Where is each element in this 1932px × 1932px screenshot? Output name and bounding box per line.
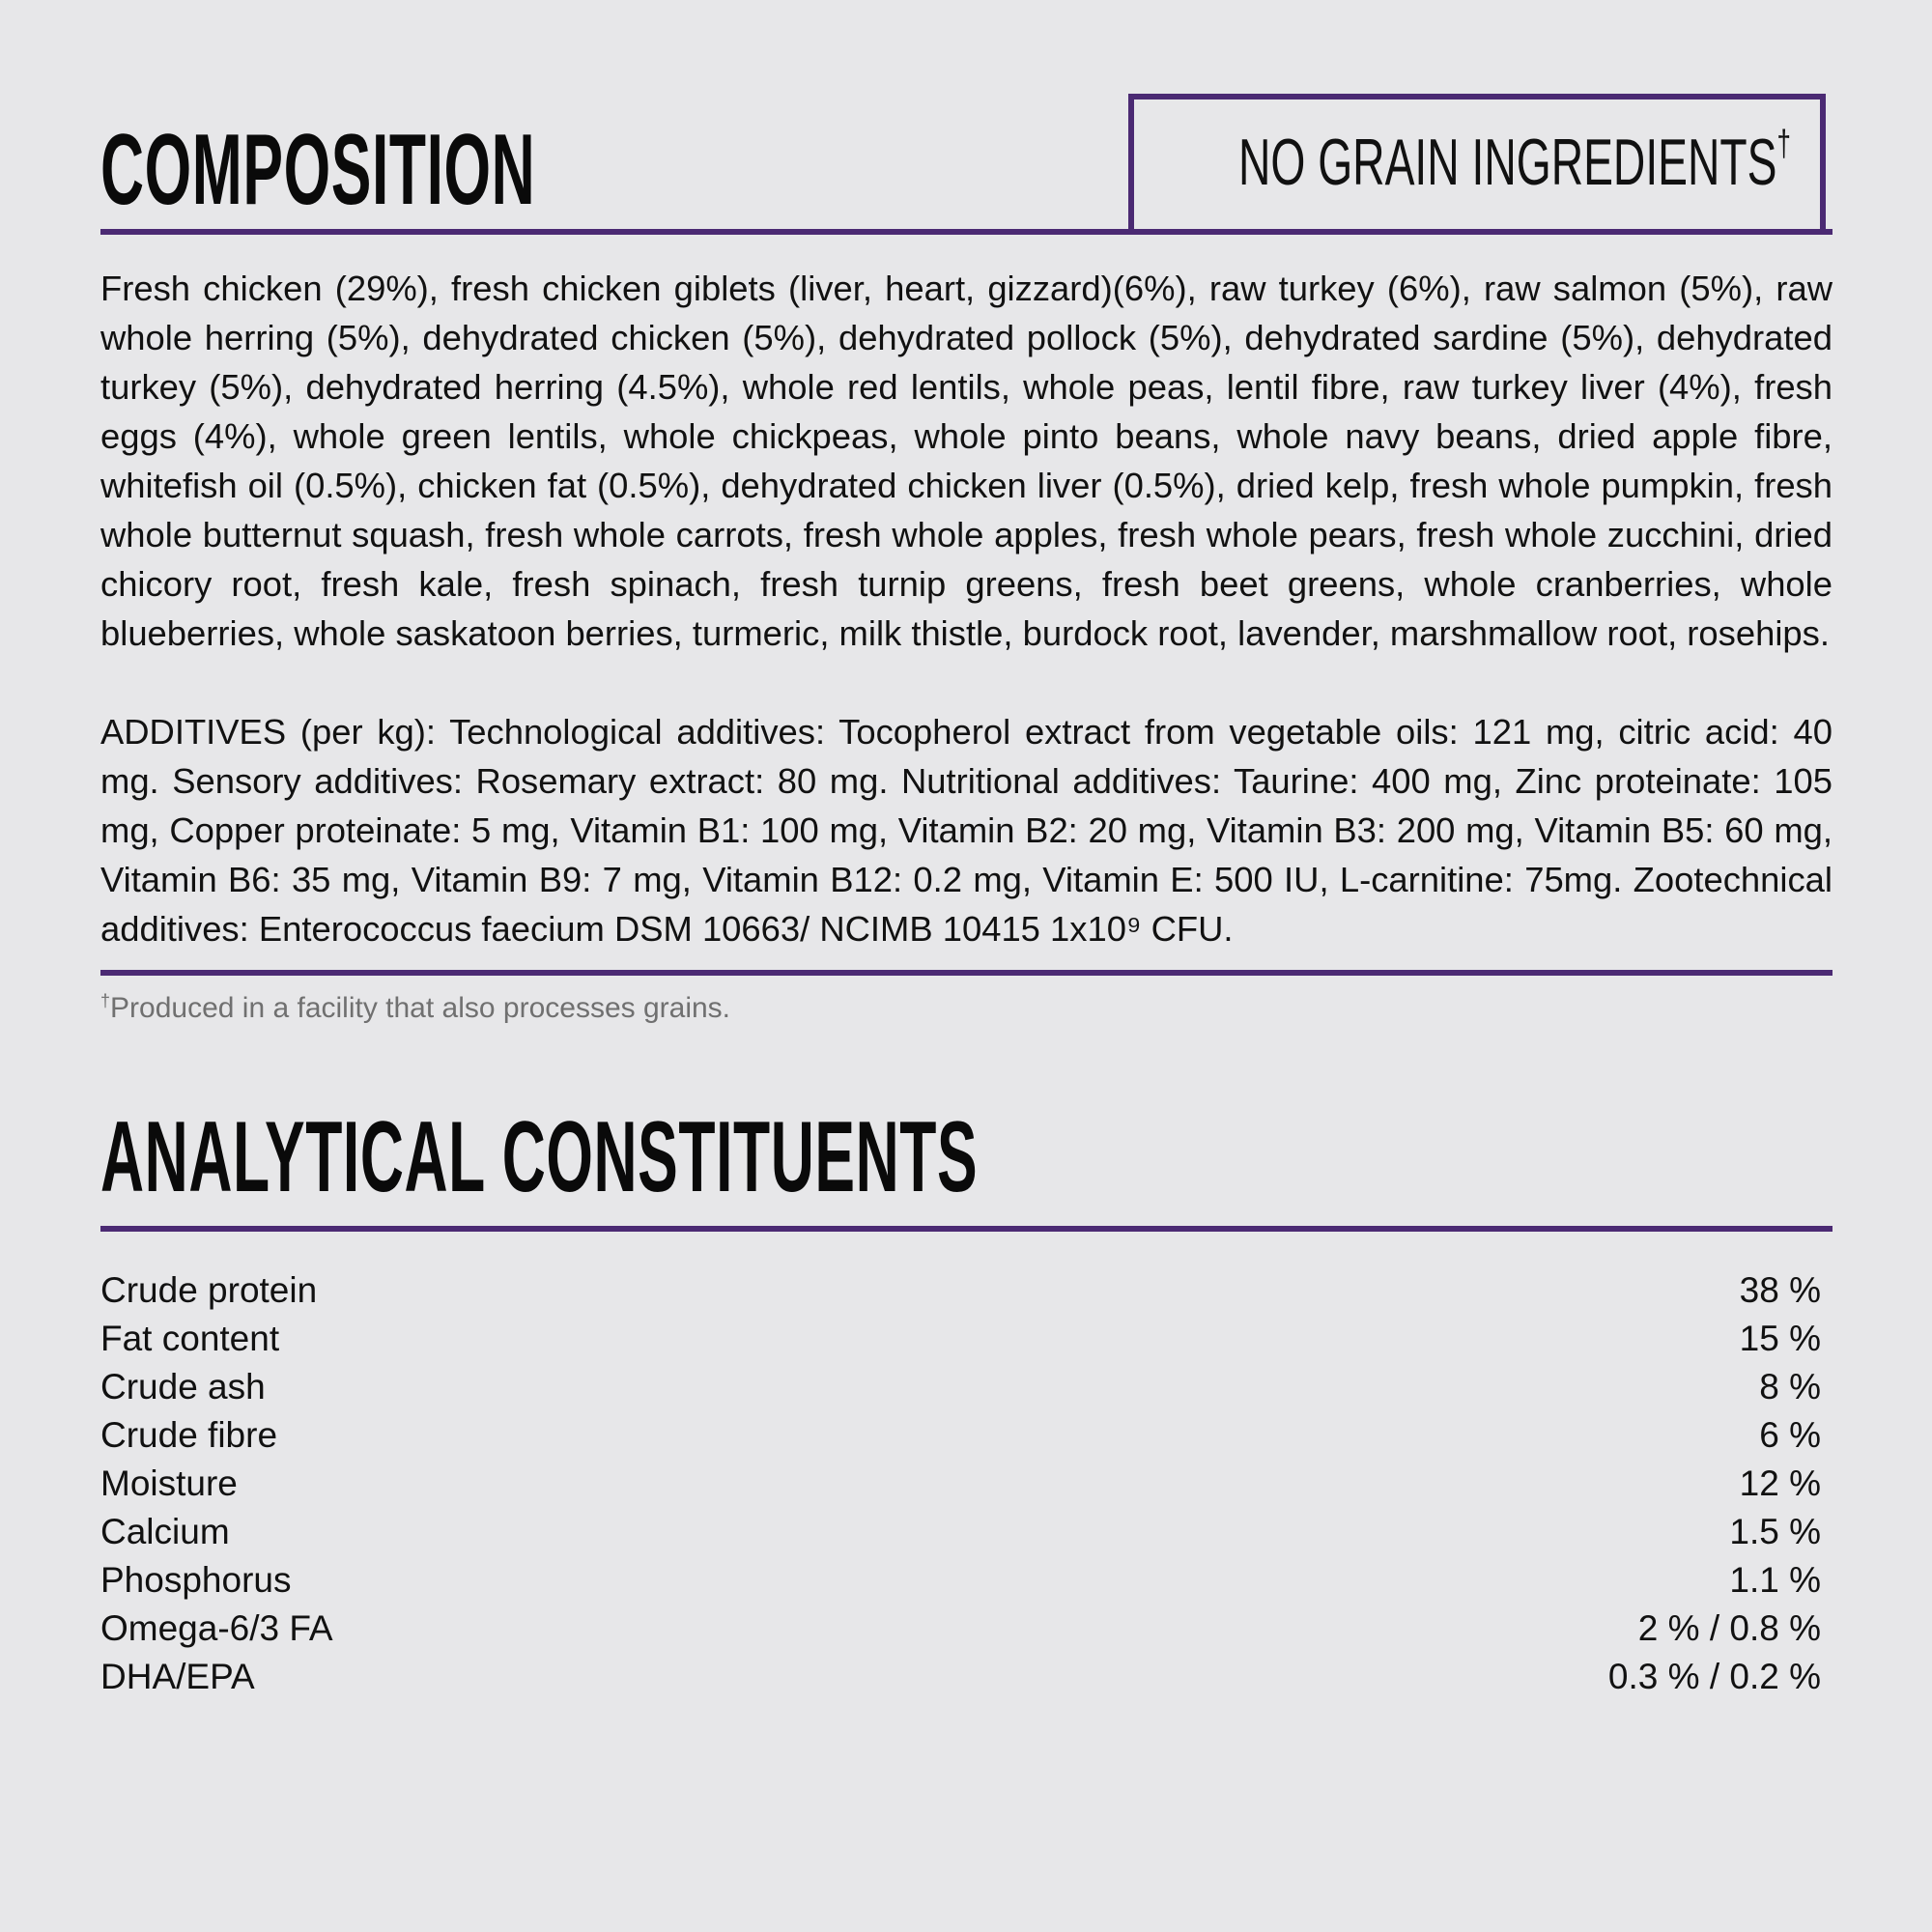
constituent-row <box>100 1363 1821 1411</box>
constituent-row <box>100 1605 1821 1653</box>
constituent-value: 38 % <box>1739 1270 1821 1310</box>
composition-heading: COMPOSITION <box>100 114 536 226</box>
no-grain-badge-text: NO GRAIN INGREDIENTS† <box>1238 124 1791 199</box>
constituent-label: DHA/EPA <box>100 1657 255 1696</box>
constituent-row <box>100 1460 1821 1508</box>
ingredients-list: Fresh chicken (29%), fresh chicken giblets (liver, heart, gizzard)(6%), raw turkey (6%), raw salmon (5%), raw whole herring (5%), dehydrated chicken (5%), dehydrated pollock (5%), dehydrated sardine (5%), dehydrated turkey (5%), dehydrated herring (4.5%), whole red lentils, whole peas, lentil fibre, raw turkey liver (4%), fresh eggs (4%), whole green lentils, whole chickpeas, whole pinto beans, whole navy beans, dried apple fibre, whitefish oil (0.5%), chicken fat (0.5%), dehydrated chicken liver (0.5%), dried kelp, fresh whole pumpkin, fresh whole butternut squash, fresh whole carrots, fresh whole apples, fresh whole pears, fresh whole zucchini, dried chicory root, fresh kale, fresh spinach, fresh turnip greens, fresh beet greens, whole cranberries, whole blueberries, whole saskatoon berries, turmeric, milk thistle, burdock root, lavender, marshmallow root, rosehips. <box>100 269 1833 653</box>
constituent-label: Fat content <box>100 1319 280 1358</box>
constituent-value: 8 % <box>1759 1367 1821 1406</box>
constituent-label: Moisture <box>100 1463 238 1503</box>
composition-rule <box>100 229 1833 235</box>
constituent-value: 1.5 % <box>1729 1512 1821 1551</box>
constituent-label: Crude fibre <box>100 1415 278 1455</box>
constituent-row <box>100 1266 1821 1315</box>
analytical-rule <box>100 1226 1833 1232</box>
additives-list: ADDITIVES (per kg): Technological additives: Tocopherol extract from vegetable oils: 121 mg, citric acid: 40 mg. Sensory additives: Rosemary extract: 80 mg. Nutritional additives: Taurine: 400 mg, Zinc proteinate: 105 mg, Copper proteinate: 5 mg, Vitamin B1: 100 mg, Vitamin B2: 20 mg, Vitamin B3: 200 mg, Vitamin B5: 60 mg, Vitamin B6: 35 mg, Vitamin B9: 7 mg, Vitamin B12: 0.2 mg, Vitamin E: 500 IU, L-carnitine: 75mg. Zootechnical additives: Enterococcus faecium DSM 10663/ NCIMB 10415 1x10⁹ CFU. <box>100 712 1833 949</box>
constituent-value: 1.1 % <box>1729 1560 1821 1600</box>
constituent-row <box>100 1508 1821 1556</box>
dagger-mark: † <box>1776 124 1791 164</box>
constituent-row <box>100 1411 1821 1460</box>
analytical-heading: ANALYTICAL CONSTITUENTS <box>100 1101 979 1213</box>
constituent-label: Omega-6/3 FA <box>100 1608 333 1648</box>
constituent-value: 15 % <box>1739 1319 1821 1358</box>
constituent-label: Calcium <box>100 1512 230 1551</box>
grain-footnote: †Produced in a facility that also processes grains. <box>100 991 731 1024</box>
constituent-row <box>100 1556 1821 1605</box>
constituent-row <box>100 1315 1821 1363</box>
constituent-label: Crude ash <box>100 1367 266 1406</box>
constituent-value: 12 % <box>1739 1463 1821 1503</box>
constituent-value: 6 % <box>1759 1415 1821 1455</box>
constituent-value: 0.3 % / 0.2 % <box>1607 1657 1821 1696</box>
composition-bottom-rule <box>100 970 1833 976</box>
footnote-dagger: † <box>100 991 111 1010</box>
constituent-label: Crude protein <box>100 1270 318 1310</box>
constituent-value: 2 % / 0.8 % <box>1637 1608 1821 1648</box>
constituent-label: Phosphorus <box>100 1560 292 1600</box>
constituents-table <box>100 1266 1821 1701</box>
constituent-row <box>100 1653 1821 1701</box>
